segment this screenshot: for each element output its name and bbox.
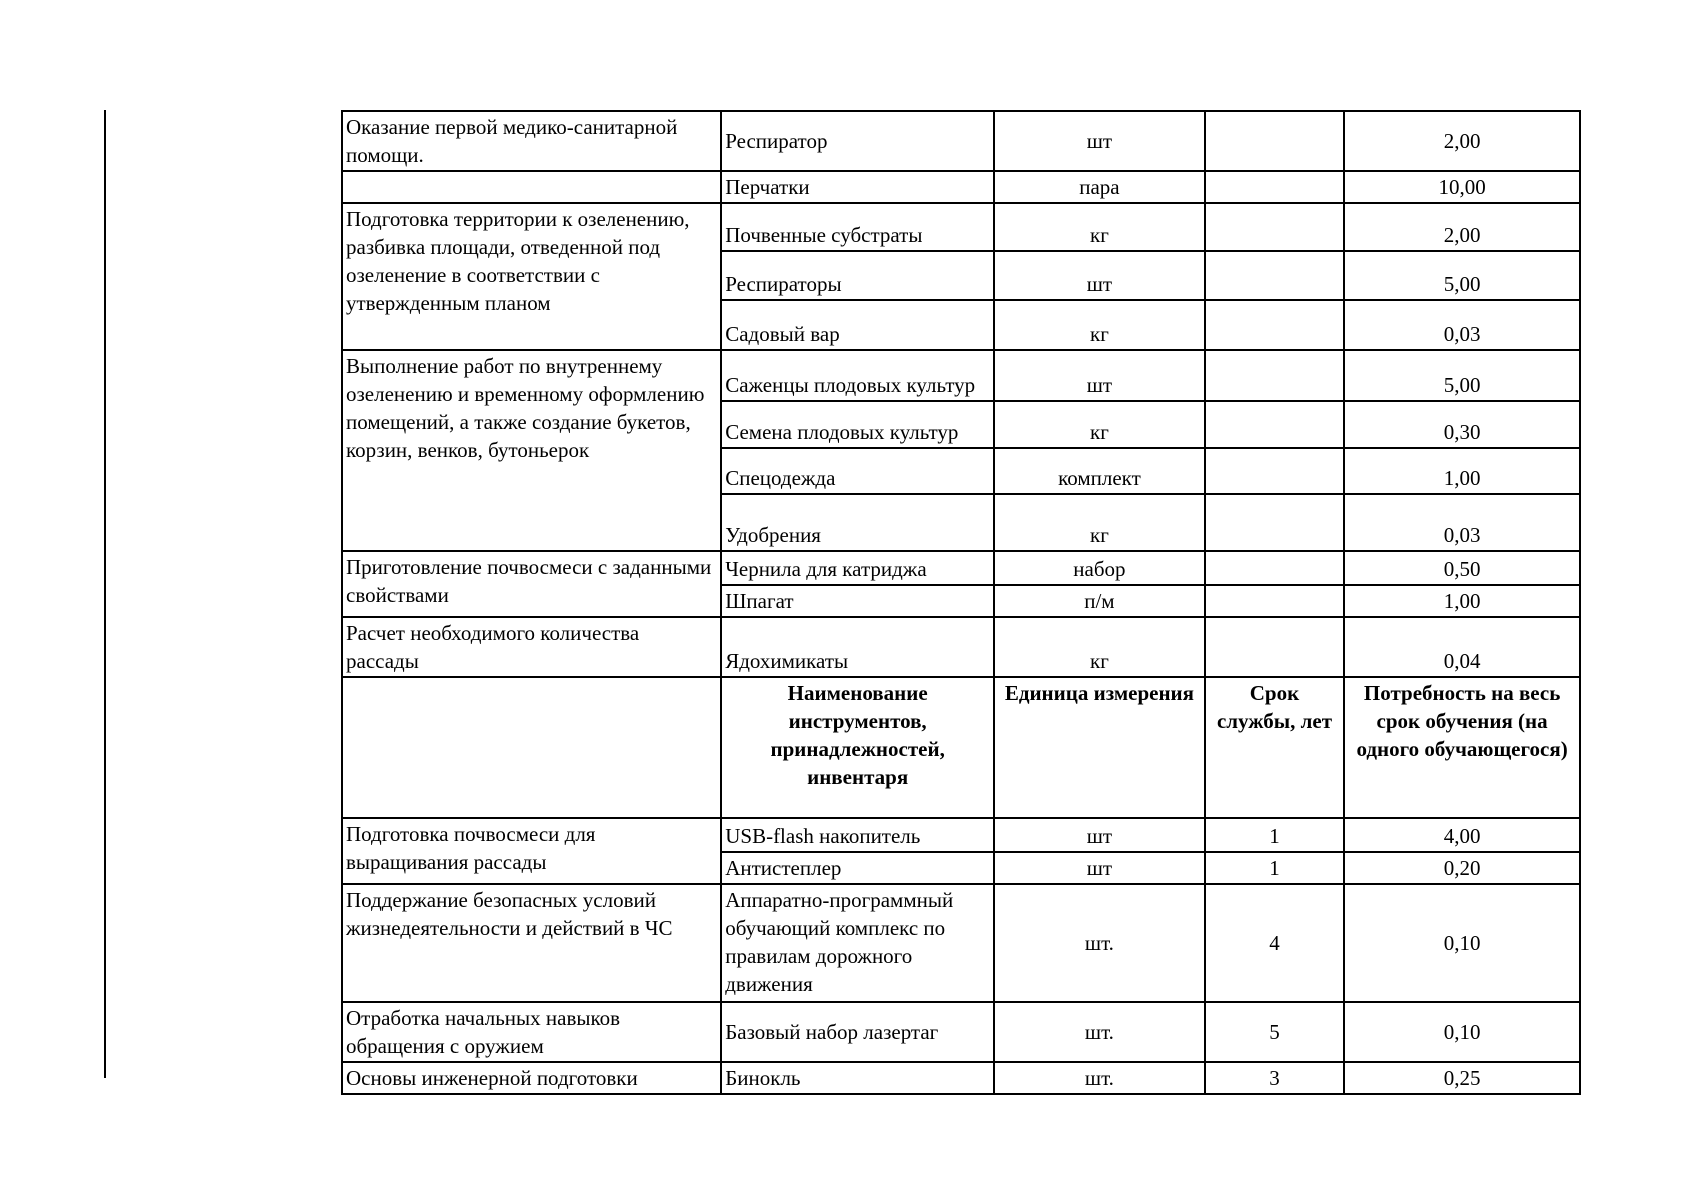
item-name-cell: Аппаратно-программный обучающий комплекс по правилам дорожного движения bbox=[721, 884, 994, 1002]
table-row bbox=[342, 1002, 1580, 1062]
item-name-cell: Спецодежда bbox=[721, 448, 994, 494]
service-life-cell: 1 bbox=[1205, 818, 1344, 852]
page-margin-line bbox=[104, 110, 106, 1078]
item-name-cell: Шпагат bbox=[721, 585, 994, 617]
activity-cell: Выполнение работ по внутреннему озеленению и временному оформлению помещений, а также создание букетов, корзин, венков, бутоньерок bbox=[342, 350, 721, 551]
header-service-life: Срок службы, лет bbox=[1205, 677, 1344, 818]
header-tools-name: Наименование инструментов, принадлежностей, инвентаря bbox=[721, 677, 994, 818]
item-name-cell: Респиратор bbox=[721, 111, 994, 171]
unit-cell: шт bbox=[994, 251, 1205, 300]
need-cell: 2,00 bbox=[1344, 203, 1580, 251]
table-row bbox=[342, 551, 1580, 585]
unit-cell: набор bbox=[994, 551, 1205, 585]
service-life-cell: 1 bbox=[1205, 852, 1344, 884]
item-name-cell: Бинокль bbox=[721, 1062, 994, 1094]
unit-cell: кг bbox=[994, 203, 1205, 251]
unit-cell: шт. bbox=[994, 1062, 1205, 1094]
header-activity-cell bbox=[342, 677, 721, 818]
header-unit: Единица измерения bbox=[994, 677, 1205, 818]
service-life-cell bbox=[1205, 448, 1344, 494]
activity-cell: Приготовление почвосмеси с заданными свойствами bbox=[342, 551, 721, 617]
unit-cell: шт. bbox=[994, 884, 1205, 1002]
service-life-cell: 3 bbox=[1205, 1062, 1344, 1094]
activity-cell: Расчет необходимого количества рассады bbox=[342, 617, 721, 677]
activity-cell: Оказание первой медико-санитарной помощи. bbox=[342, 111, 721, 171]
unit-cell: кг bbox=[994, 401, 1205, 448]
unit-cell: шт. bbox=[994, 1002, 1205, 1062]
need-cell: 4,00 bbox=[1344, 818, 1580, 852]
service-life-cell bbox=[1205, 300, 1344, 350]
table-row bbox=[342, 884, 1580, 1002]
item-name-cell: Семена плодовых культур bbox=[721, 401, 994, 448]
item-name-cell: Садовый вар bbox=[721, 300, 994, 350]
need-cell: 0,03 bbox=[1344, 300, 1580, 350]
table-row bbox=[342, 350, 1580, 401]
need-cell: 5,00 bbox=[1344, 251, 1580, 300]
service-life-cell bbox=[1205, 585, 1344, 617]
activity-cell: Отработка начальных навыков обращения с оружием bbox=[342, 1002, 721, 1062]
table-row bbox=[342, 818, 1580, 852]
service-life-cell bbox=[1205, 494, 1344, 551]
activity-cell: Подготовка территории к озеленению, разбивка площади, отведенной под озеленение в соответствии с утвержденным планом bbox=[342, 203, 721, 350]
unit-cell: шт bbox=[994, 350, 1205, 401]
need-cell: 2,00 bbox=[1344, 111, 1580, 171]
unit-cell: шт bbox=[994, 818, 1205, 852]
need-cell: 0,20 bbox=[1344, 852, 1580, 884]
need-cell: 1,00 bbox=[1344, 585, 1580, 617]
service-life-cell bbox=[1205, 401, 1344, 448]
table-row bbox=[342, 203, 1580, 251]
unit-cell: шт bbox=[994, 111, 1205, 171]
service-life-cell: 5 bbox=[1205, 1002, 1344, 1062]
unit-cell: пара bbox=[994, 171, 1205, 203]
item-name-cell: Саженцы плодовых культур bbox=[721, 350, 994, 401]
service-life-cell bbox=[1205, 251, 1344, 300]
header-need: Потребность на весь срок обучения (на одного обучающегося) bbox=[1344, 677, 1580, 818]
item-name-cell: Антистеплер bbox=[721, 852, 994, 884]
need-cell: 10,00 bbox=[1344, 171, 1580, 203]
need-cell: 0,50 bbox=[1344, 551, 1580, 585]
activity-cell: Подготовка почвосмеси для выращивания рассады bbox=[342, 818, 721, 884]
unit-cell: п/м bbox=[994, 585, 1205, 617]
need-cell: 5,00 bbox=[1344, 350, 1580, 401]
table-row bbox=[342, 111, 1580, 171]
requirements-table bbox=[341, 110, 1581, 1095]
item-name-cell: Ядохимикаты bbox=[721, 617, 994, 677]
table-header-row bbox=[342, 677, 1580, 818]
need-cell: 0,30 bbox=[1344, 401, 1580, 448]
need-cell: 0,10 bbox=[1344, 1002, 1580, 1062]
need-cell: 0,10 bbox=[1344, 884, 1580, 1002]
service-life-cell: 4 bbox=[1205, 884, 1344, 1002]
item-name-cell: Респираторы bbox=[721, 251, 994, 300]
service-life-cell bbox=[1205, 350, 1344, 401]
item-name-cell: USB-flash накопитель bbox=[721, 818, 994, 852]
activity-cell bbox=[342, 171, 721, 203]
item-name-cell: Базовый набор лазертаг bbox=[721, 1002, 994, 1062]
service-life-cell bbox=[1205, 617, 1344, 677]
need-cell: 0,03 bbox=[1344, 494, 1580, 551]
activity-cell: Поддержание безопасных условий жизнедеятельности и действий в ЧС bbox=[342, 884, 721, 1002]
table-row bbox=[342, 617, 1580, 677]
service-life-cell bbox=[1205, 551, 1344, 585]
item-name-cell: Почвенные субстраты bbox=[721, 203, 994, 251]
unit-cell: комплект bbox=[994, 448, 1205, 494]
unit-cell: кг bbox=[994, 617, 1205, 677]
service-life-cell bbox=[1205, 203, 1344, 251]
need-cell: 0,04 bbox=[1344, 617, 1580, 677]
service-life-cell bbox=[1205, 171, 1344, 203]
item-name-cell: Перчатки bbox=[721, 171, 994, 203]
unit-cell: шт bbox=[994, 852, 1205, 884]
table-row bbox=[342, 1062, 1580, 1094]
item-name-cell: Удобрения bbox=[721, 494, 994, 551]
unit-cell: кг bbox=[994, 494, 1205, 551]
table-row bbox=[342, 171, 1580, 203]
item-name-cell: Чернила для катриджа bbox=[721, 551, 994, 585]
activity-cell: Основы инженерной подготовки bbox=[342, 1062, 721, 1094]
need-cell: 0,25 bbox=[1344, 1062, 1580, 1094]
service-life-cell bbox=[1205, 111, 1344, 171]
unit-cell: кг bbox=[994, 300, 1205, 350]
need-cell: 1,00 bbox=[1344, 448, 1580, 494]
